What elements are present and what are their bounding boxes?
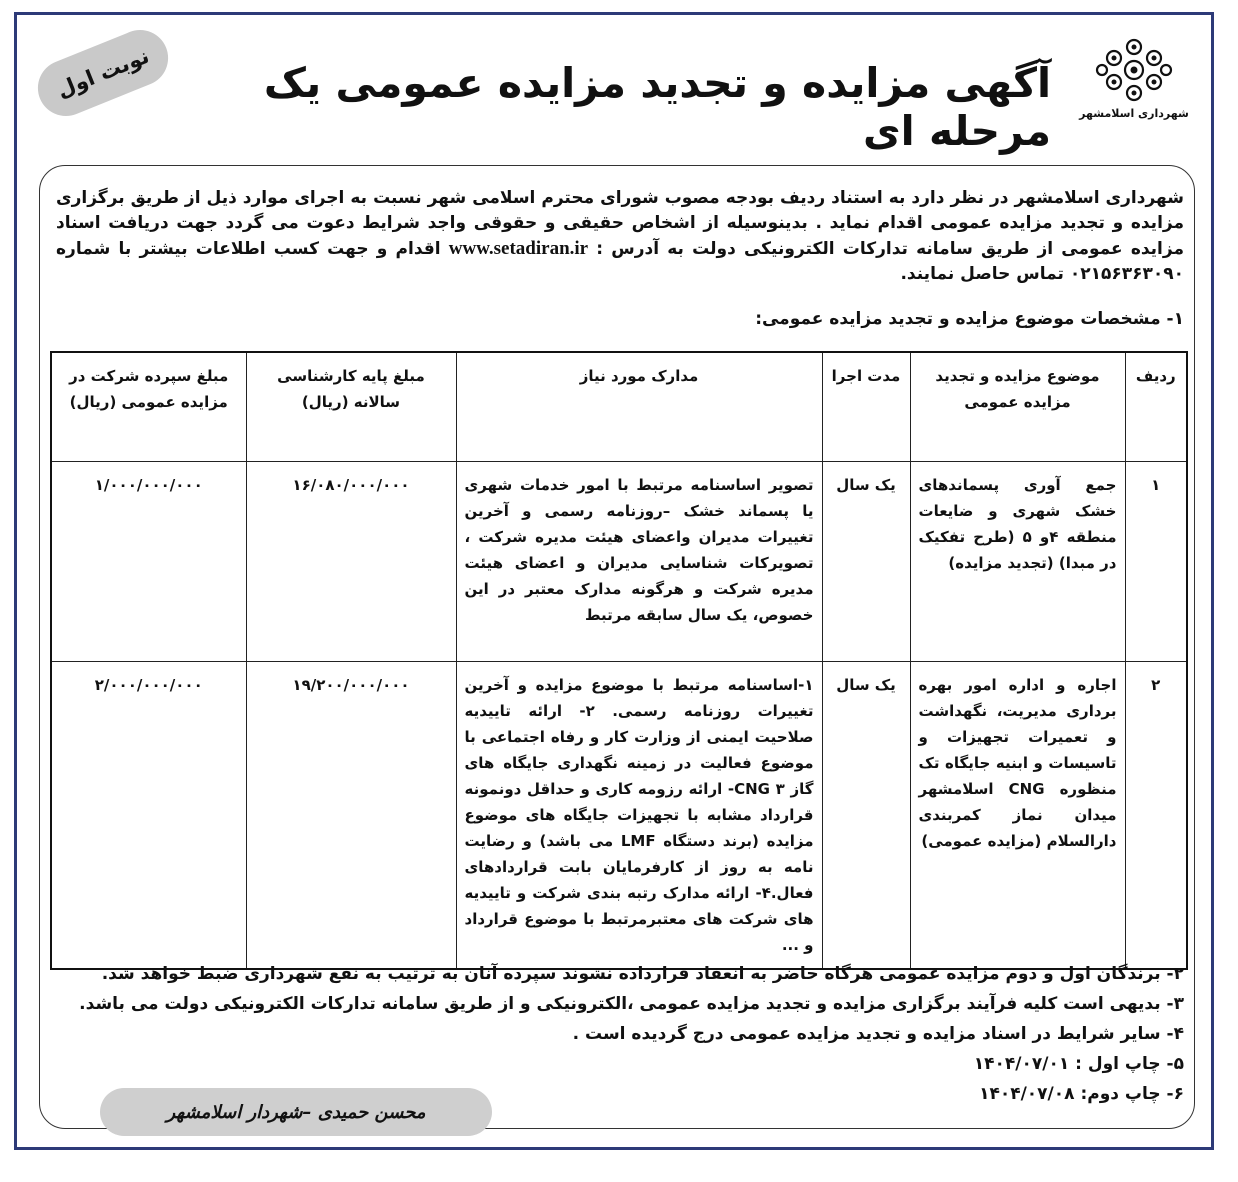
note-item: ۶- چاپ دوم: ۱۴۰۴/۰۷/۰۸ [979, 1084, 1184, 1104]
cell-row-no: ۱ [1125, 462, 1187, 662]
cell-subject: اجاره و اداره امور بهره برداری مدیریت، نگهداشت و تعمیرات تجهیزات و تاسیسات و ابنیه جایگاه تک منظوره CNG اسلامشهر میدان نماز کمربندی دارالسلام (مزایده عمومی) [910, 662, 1125, 970]
announcement-page [14, 12, 1214, 1150]
municipality-emblem-icon [1095, 35, 1173, 105]
auction-table [50, 351, 1188, 970]
table-row [51, 462, 1187, 662]
municipality-logo [1079, 35, 1189, 120]
header-base-price: مبلغ پایه کارشناسی سالانه (ریال) [246, 352, 456, 462]
cell-row-no: ۲ [1125, 662, 1187, 970]
intro-lead: شهرداری اسلامشهر [1014, 188, 1184, 208]
note-item: ۳- بدیهی است کلیه فرآیند برگزاری مزایده و تجدید مزایده عمومی ،الکترونیکی و از طریق سامانه تدارکات الکترونیکی دولت می باشد. [79, 994, 1184, 1014]
intro-paragraph [56, 186, 1184, 287]
cell-duration: یک سال [822, 662, 910, 970]
table-header-row [51, 352, 1187, 462]
cell-documents: تصویر اساسنامه مرتبط با امور خدمات شهری یا پسماند خشک –روزنامه رسمی و آخرین تغییرات مدیران واعضای هیئت مدیره شرکت ، تصویرکات شناسایی مدیران و اعضای هیئت مدیره شرکت و هرگونه مدارک معتبر در این خصوص، یک سال سابقه مرتبط [456, 462, 822, 662]
cell-documents: ۱-اساسنامه مرتبط با موضوع مزایده و آخرین تغییرات روزنامه رسمی. ۲- ارائه تاییدیه صلاحیت ایمنی از وزارت کار و رفاه اجتماعی با موضوع فعالیت در زمینه نگهداری جایگاه های گاز CNG ۳- ارائه رزومه کاری و حداقل دونمونه قرارداد مشابه با تجهیزات جایگاه های موضوع مزایده (برند دستگاه LMF می باشد) و رضایت نامه به روز از کارفرمایان بابت قراردادهای فعال.۴- ارائه مدارک رتبه بندی شرکت و تاییدیه های شرکت های معتبرمرتبط با موضوع قرارداد و ... [456, 662, 822, 970]
issue-badge: نوبت اول [29, 22, 176, 125]
header-row-no: ردیف [1125, 352, 1187, 462]
cell-base-price: ۱۶/۰۸۰/۰۰۰/۰۰۰ [246, 462, 456, 662]
intro-url-link[interactable]: www.setadiran.ir [448, 238, 589, 259]
logo-caption: شهرداری اسلامشهر [1079, 107, 1189, 120]
note-item: ۲- برندگان اول و دوم مزایده عمومی هرگاه حاضر به انعقاد قرارداده نشوند سپرده آنان به ترتیب به نفع شهرداری ضبط خواهد شد. [101, 964, 1184, 984]
header-deposit: مبلغ سپرده شرکت در مزایده عمومی (ریال) [51, 352, 246, 462]
cell-duration: یک سال [822, 462, 910, 662]
cell-subject: جمع آوری پسماندهای خشک شهری و ضایعات منطقه ۴و ۵ (طرح تفکیک در مبدا) (تجدید مزایده) [910, 462, 1125, 662]
section-title: ۱- مشخصات موضوع مزایده و تجدید مزایده عمومی: [755, 309, 1184, 329]
cell-deposit: ۲/۰۰۰/۰۰۰/۰۰۰ [51, 662, 246, 970]
cell-base-price: ۱۹/۲۰۰/۰۰۰/۰۰۰ [246, 662, 456, 970]
note-item: ۵- چاپ اول : ۱۴۰۴/۰۷/۰۱ [973, 1054, 1184, 1074]
note-item: ۴- سایر شرایط در اسناد مزایده و تجدید مزایده عمومی درج گردیده است . [572, 1024, 1184, 1044]
cell-deposit: ۱/۰۰۰/۰۰۰/۰۰۰ [51, 462, 246, 662]
header-subject: موضوع مزایده و تجدید مزایده عمومی [910, 352, 1125, 462]
intro-text-1: در نظر دارد به استناد ردیف بودجه مصوب شورای محترم اسلامی شهر نسبت به اجرای موارد ذیل از طریق برگزاری مزایده و تجدید مزایده عمومی اقدام نماید . بدینوسیله از اشخاص حقیقی و حقوقی واجد شرایط دعوت می گردد جهت دریافت اسناد مزایده عمومی از طریق سامانه تدارکات الکترونیکی دولت به آدرس : [56, 188, 1184, 259]
page-title: آگهی مزایده و تجدید مزایده عمومی یک مرحله ای [263, 59, 1051, 155]
intro-text-2: اقدام و جهت کسب اطلاعات بیشتر با شماره ۰۲۱۵۶۳۶۳۰۹۰ تماس حاصل نمایند. [56, 239, 1184, 284]
header-duration: مدت اجرا [822, 352, 910, 462]
header-documents: مدارک مورد نیاز [456, 352, 822, 462]
notes-list [54, 959, 1184, 1109]
table-row [51, 662, 1187, 970]
signature-badge: محسن حمیدی –شهردار اسلامشهر [100, 1088, 492, 1136]
content-frame [39, 165, 1195, 1129]
